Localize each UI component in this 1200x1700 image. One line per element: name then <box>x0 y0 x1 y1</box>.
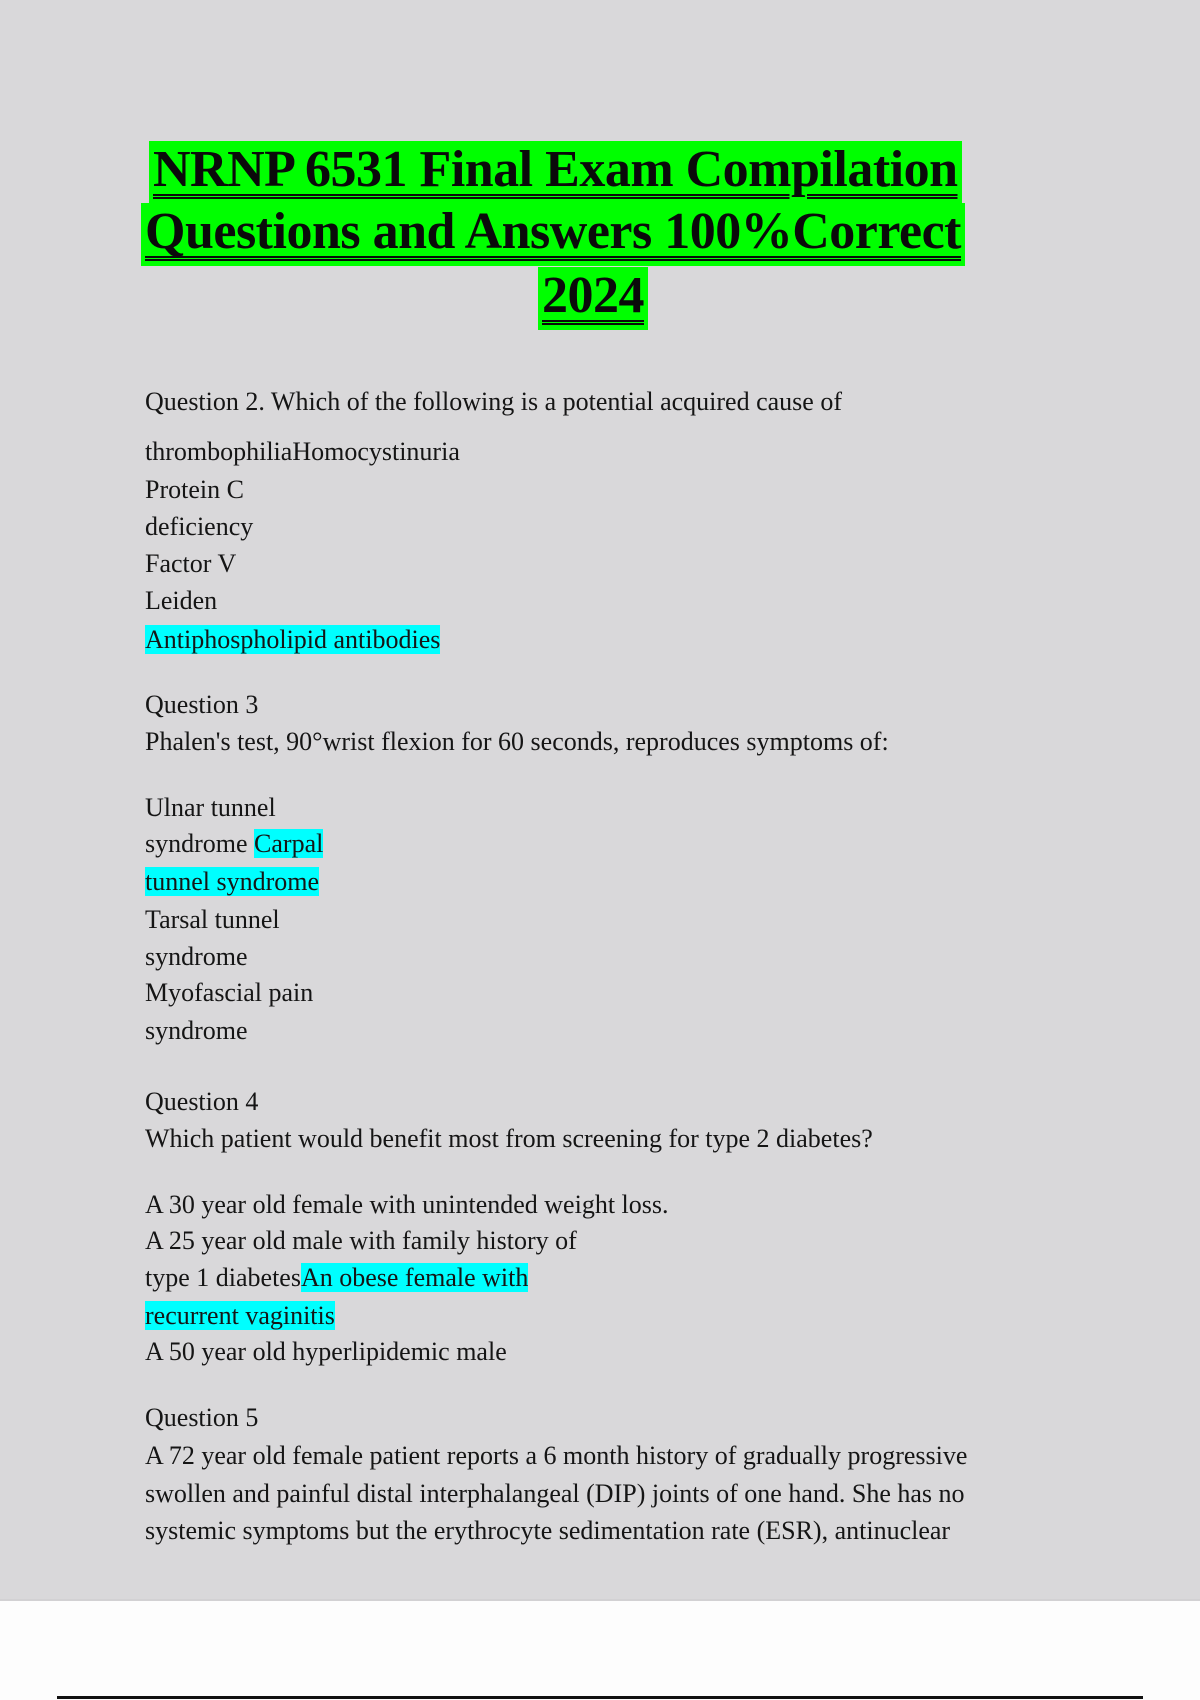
correct-answer-highlight: An obese female with <box>300 1263 529 1292</box>
question-5-header: Question 5 <box>145 1403 259 1432</box>
answer-option: syndrome <box>145 1016 248 1045</box>
answer-option: A 25 year old male with family history of <box>145 1226 577 1255</box>
question-5-prompt-line: systemic symptoms but the erythrocyte sedimentation rate (ESR), antinuclear <box>145 1516 951 1545</box>
answer-option: Ulnar tunnel <box>145 793 276 822</box>
answer-option-text: type 1 diabetes <box>145 1263 301 1292</box>
answer-option: Factor V <box>145 549 237 578</box>
document-title-line-3 <box>538 266 648 326</box>
answer-option <box>145 1261 528 1295</box>
answer-option-text: syndrome <box>145 829 255 858</box>
title-highlight: NRNP 6531 Final Exam Compilation <box>149 141 962 204</box>
footer-divider <box>57 1696 1143 1699</box>
answer-option: Homocystinuria <box>292 437 460 466</box>
question-3-prompt: Phalen's test, 90°wrist flexion for 60 seconds, reproduces symptoms of: <box>145 727 889 756</box>
answer-option: deficiency <box>145 512 254 541</box>
answer-option <box>145 827 323 861</box>
answer-option: syndrome <box>145 942 248 971</box>
title-highlight: 2024 <box>538 267 648 330</box>
document-title-line-1 <box>149 140 962 200</box>
answer-option-correct <box>145 865 319 899</box>
document-title-line-2 <box>141 202 965 262</box>
question-2-header: Question 2. Which of the following is a potential acquired cause of <box>145 387 842 416</box>
answer-option: Tarsal tunnel <box>145 905 280 934</box>
correct-answer-highlight: tunnel syndrome <box>145 867 320 896</box>
answer-option: Myofascial pain <box>145 978 314 1007</box>
answer-option-correct <box>145 1299 335 1333</box>
correct-answer-highlight: Carpal <box>254 829 324 858</box>
answer-option: Leiden <box>145 586 218 615</box>
correct-answer-highlight: recurrent vaginitis <box>145 1301 335 1330</box>
answer-option-correct <box>145 623 440 657</box>
question-2-line <box>145 435 460 469</box>
question-3-header: Question 3 <box>145 690 259 719</box>
title-highlight: Questions and Answers 100%Correct <box>141 203 965 266</box>
correct-answer-highlight: Antiphospholipid antibodies <box>145 625 441 654</box>
question-5-prompt-line: A 72 year old female patient reports a 6 month history of gradually progressive <box>145 1441 968 1470</box>
question-4-header: Question 4 <box>145 1087 259 1116</box>
question-5-prompt-line: swollen and painful distal interphalangeal (DIP) joints of one hand. She has no <box>145 1479 965 1508</box>
answer-option: Protein C <box>145 475 244 504</box>
answer-option: A 30 year old female with unintended weight loss. <box>145 1190 669 1219</box>
question-2-prompt-end: thrombophilia <box>145 437 293 466</box>
question-4-prompt: Which patient would benefit most from screening for type 2 diabetes? <box>145 1124 873 1153</box>
answer-option: A 50 year old hyperlipidemic male <box>145 1337 507 1366</box>
